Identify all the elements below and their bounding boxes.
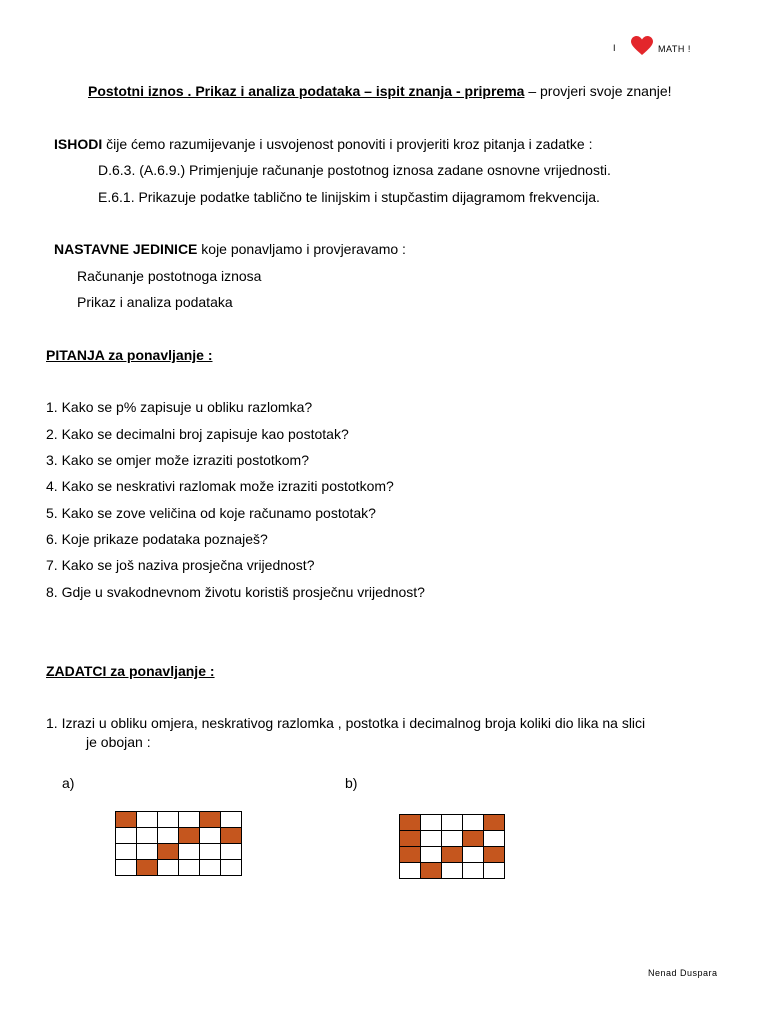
grid-cell-filled xyxy=(463,831,484,847)
zadatci-heading: ZADATCI za ponavljanje : xyxy=(46,663,215,679)
grid-cell-empty xyxy=(221,812,242,828)
grid-row xyxy=(116,860,242,876)
grid-cell-empty xyxy=(484,831,505,847)
grid-cell-empty xyxy=(463,847,484,863)
grid-cell-empty xyxy=(442,863,463,879)
pitanje-item: 6. Koje prikaze podataka poznaješ? xyxy=(46,531,268,547)
nastavne-label: NASTAVNE JEDINICE xyxy=(54,241,198,257)
grid-cell-empty xyxy=(221,860,242,876)
grid-cell-empty xyxy=(137,844,158,860)
grid-cell-empty xyxy=(116,860,137,876)
grid-cell-empty xyxy=(200,828,221,844)
ishodi-item: D.6.3. (A.6.9.) Primjenjuje računanje postotnog iznosa zadane osnovne vrijednosti. xyxy=(98,162,611,178)
grid-row xyxy=(400,847,505,863)
title-rest: – provjeri svoje znanje! xyxy=(524,83,672,99)
grid-cell-empty xyxy=(484,863,505,879)
grid-cell-empty xyxy=(463,815,484,831)
grid-cell-filled xyxy=(400,847,421,863)
grid-cell-empty xyxy=(400,863,421,879)
pitanje-item: 8. Gdje u svakodnevnom životu koristiš prosječnu vrijednost? xyxy=(46,584,425,600)
nastavne-text: koje ponavljamo i provjeravamo : xyxy=(197,241,406,257)
pitanje-item: 1. Kako se p% zapisuje u obliku razlomka? xyxy=(46,399,313,415)
grid-row xyxy=(116,844,242,860)
grid-b xyxy=(399,814,505,879)
title-bold: Postotni iznos . Prikaz i analiza podataka – ispit znanja - priprema xyxy=(88,83,525,99)
grid-cell-filled xyxy=(484,847,505,863)
grid-cell-empty xyxy=(116,828,137,844)
author-name: Nenad Duspara xyxy=(648,968,718,978)
page-title xyxy=(88,83,672,99)
grid-a xyxy=(115,811,242,876)
grid-cell-filled xyxy=(116,812,137,828)
grid-cell-empty xyxy=(421,847,442,863)
header-i-text: I xyxy=(613,43,617,53)
grid-row xyxy=(116,828,242,844)
label-a: a) xyxy=(62,775,75,791)
ishodi-label: ISHODI xyxy=(54,136,103,152)
grid-cell-filled xyxy=(484,815,505,831)
grid-cell-empty xyxy=(442,815,463,831)
nastavne-item: Prikaz i analiza podataka xyxy=(77,294,233,310)
grid-cell-filled xyxy=(221,828,242,844)
grid-cell-filled xyxy=(400,831,421,847)
grid-cell-empty xyxy=(200,844,221,860)
grid-cell-filled xyxy=(137,860,158,876)
grid-cell-filled xyxy=(200,812,221,828)
grid-cell-empty xyxy=(137,828,158,844)
header-math-text: MATH ! xyxy=(658,44,691,54)
pitanje-item: 3. Kako se omjer može izraziti postotkom? xyxy=(46,452,309,468)
pitanja-heading: PITANJA za ponavljanje : xyxy=(46,347,213,363)
grid-cell-empty xyxy=(442,831,463,847)
ishodi-text: čije ćemo razumijevanje i usvojenost ponoviti i provjeriti kroz pitanja i zadatke : xyxy=(102,136,593,152)
label-b: b) xyxy=(345,775,358,791)
task1-line2: je obojan : xyxy=(86,734,151,750)
grid-cell-empty xyxy=(221,844,242,860)
grid-cell-filled xyxy=(179,828,200,844)
pitanje-item: 2. Kako se decimalni broj zapisuje kao postotak? xyxy=(46,426,349,442)
pitanje-item: 5. Kako se zove veličina od koje računamo postotak? xyxy=(46,505,376,521)
grid-cell-empty xyxy=(421,815,442,831)
ishodi-line xyxy=(54,136,592,152)
grid-cell-filled xyxy=(400,815,421,831)
grid-cell-empty xyxy=(200,860,221,876)
pitanje-item: 4. Kako se neskrativi razlomak može izraziti postotkom? xyxy=(46,478,394,494)
task1-line1: 1. Izrazi u obliku omjera, neskrativog razlomka , postotka i decimalnog broja koliki dio lika na slici xyxy=(46,715,646,731)
grid-cell-empty xyxy=(179,860,200,876)
grid-row xyxy=(400,815,505,831)
grid-cell-empty xyxy=(137,812,158,828)
pitanje-item: 7. Kako se još naziva prosječna vrijednost? xyxy=(46,557,315,573)
heart-icon xyxy=(631,36,653,56)
grid-cell-empty xyxy=(158,860,179,876)
grid-cell-empty xyxy=(463,863,484,879)
grid-cell-empty xyxy=(179,812,200,828)
grid-cell-empty xyxy=(158,812,179,828)
grid-row xyxy=(400,831,505,847)
grid-cell-filled xyxy=(421,863,442,879)
nastavne-item: Računanje postotnoga iznosa xyxy=(77,268,262,284)
grid-cell-empty xyxy=(116,844,137,860)
grid-cell-filled xyxy=(442,847,463,863)
grid-cell-empty xyxy=(158,828,179,844)
grid-cell-empty xyxy=(179,844,200,860)
grid-row xyxy=(400,863,505,879)
nastavne-line xyxy=(54,241,406,257)
grid-cell-filled xyxy=(158,844,179,860)
grid-row xyxy=(116,812,242,828)
grid-cell-empty xyxy=(421,831,442,847)
ishodi-item: E.6.1. Prikazuje podatke tablično te linijskim i stupčastim dijagramom frekvencija. xyxy=(98,189,600,205)
